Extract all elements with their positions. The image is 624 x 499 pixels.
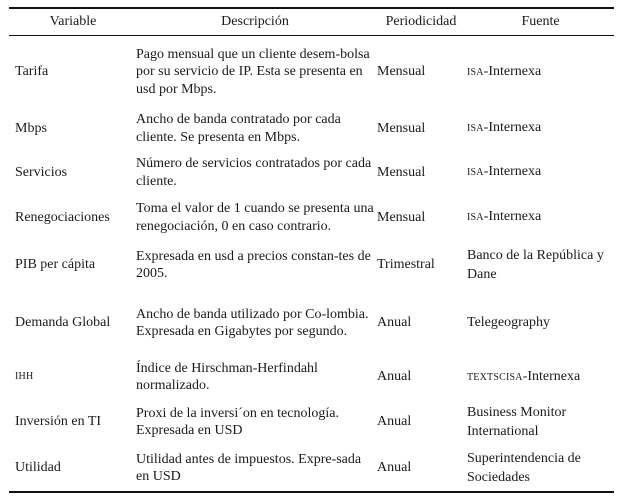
cell-fuente <box>467 107 614 150</box>
fuente-text <box>467 404 614 440</box>
cell-descripcion <box>136 107 374 150</box>
table-row <box>9 294 614 352</box>
descripcion-text: Expresada en usd a precios constan-tes de 2005. <box>136 248 371 281</box>
cell-periodicidad <box>377 150 467 195</box>
cell-periodicidad <box>377 355 467 399</box>
table-row <box>9 355 614 399</box>
header-periodicidad: Periodicidad <box>385 14 457 29</box>
fuente-text <box>467 247 614 283</box>
fuente-name: Telegeography <box>467 314 550 330</box>
fuente-prefix: TEXTSCISA <box>467 371 523 383</box>
cell-descripcion <box>136 240 374 290</box>
fuente-text <box>467 314 550 333</box>
fuente-name: Banco de la República y Dane <box>467 248 604 282</box>
header-descripcion: Descripción <box>221 14 289 29</box>
header-rule <box>9 35 614 36</box>
fuente-text <box>467 163 541 182</box>
cell-fuente <box>467 355 614 399</box>
descripcion-text: Ancho de banda utilizado por Co-lombia. Expresada en Gigabytes por segundo. <box>136 306 369 339</box>
cell-variable <box>15 294 131 352</box>
variable-text: Tarifa <box>15 64 49 80</box>
table-row <box>9 240 614 290</box>
table-row <box>9 445 614 491</box>
header-variable: Variable <box>49 14 97 29</box>
cell-periodicidad <box>377 445 467 491</box>
variable-text: Demanda Global <box>15 315 111 331</box>
fuente-text <box>467 208 541 227</box>
cell-variable <box>15 445 131 491</box>
periodicidad-text: Mensual <box>377 120 426 136</box>
cell-descripcion <box>136 355 374 399</box>
cell-fuente <box>467 150 614 195</box>
periodicidad-text: Mensual <box>377 64 426 80</box>
fuente-name: -Internexa <box>522 368 581 384</box>
cell-fuente <box>467 399 614 445</box>
fuente-prefix: ISA <box>467 212 484 224</box>
cell-descripcion <box>136 42 374 102</box>
fuente-name: Superintendencia de Sociedades <box>467 451 581 485</box>
descripcion-text: Proxi de la inversi´on en tecnología. Expresada en USD <box>136 405 339 438</box>
cell-periodicidad <box>377 107 467 150</box>
descripcion-text: Pago mensual que un cliente desem-bolsa por su servicio de IP. Esta se presenta en usd por Mbps. <box>136 46 370 97</box>
header-fuente: Fuente <box>521 14 560 29</box>
fuente-text <box>467 368 580 387</box>
table-row <box>9 107 614 150</box>
fuente-prefix: ISA <box>467 123 484 135</box>
variable-text: Utilidad <box>15 460 61 476</box>
cell-fuente <box>467 445 614 491</box>
cell-variable <box>15 399 131 445</box>
fuente-text <box>467 119 541 138</box>
cell-variable <box>15 150 131 195</box>
cell-descripcion <box>136 445 374 491</box>
cell-periodicidad <box>377 42 467 102</box>
descripcion-text: Utilidad antes de impuestos. Expre-sada en USD <box>136 451 362 484</box>
bottom-rule <box>9 491 614 493</box>
cell-variable <box>15 355 131 399</box>
cell-periodicidad <box>377 195 467 240</box>
fuente-name: -Internexa <box>483 209 542 225</box>
fuente-name: Business Monitor International <box>467 405 567 439</box>
cell-descripcion <box>136 399 374 445</box>
cell-descripcion <box>136 195 374 240</box>
table-row <box>9 195 614 240</box>
cell-fuente <box>467 42 614 102</box>
variable-text: Servicios <box>15 164 68 180</box>
cell-variable <box>15 42 131 102</box>
cell-descripcion <box>136 294 374 352</box>
cell-periodicidad <box>377 294 467 352</box>
cell-fuente <box>467 240 614 290</box>
cell-descripcion <box>136 150 374 195</box>
periodicidad-text: Trimestral <box>377 257 435 273</box>
cell-variable <box>15 195 131 240</box>
fuente-name: -Internexa <box>483 120 542 136</box>
cell-periodicidad <box>377 399 467 445</box>
fuente-name: -Internexa <box>483 63 542 79</box>
periodicidad-text: Anual <box>377 460 412 476</box>
periodicidad-text: Anual <box>377 369 412 385</box>
variable-text: Inversión en TI <box>15 414 102 430</box>
cell-fuente <box>467 195 614 240</box>
periodicidad-text: Anual <box>377 315 412 331</box>
cell-variable <box>15 240 131 290</box>
cell-fuente <box>467 294 614 352</box>
periodicidad-text: Anual <box>377 414 412 430</box>
descripcion-text: Toma el valor de 1 cuando se presenta una renegociación, 0 en caso contrario. <box>136 201 374 234</box>
fuente-prefix: ISA <box>467 66 484 78</box>
fuente-text <box>467 450 614 486</box>
table-row <box>9 42 614 102</box>
cell-periodicidad <box>377 240 467 290</box>
descripcion-text: Número de servicios contratados por cada cliente. <box>136 156 372 189</box>
variable-text: PIB per cápita <box>15 257 96 273</box>
cell-variable <box>15 107 131 150</box>
periodicidad-text: Mensual <box>377 164 426 180</box>
fuente-text <box>467 63 541 82</box>
descripcion-text: Ancho de banda contratado por cada cliente. Se presenta en Mbps. <box>136 112 341 145</box>
variable-text: IHH <box>15 371 34 383</box>
descripcion-text: Índice de Hirschman-Herfindahl normalizado. <box>136 360 318 393</box>
fuente-name: -Internexa <box>483 164 542 180</box>
variable-text: Mbps <box>15 120 47 136</box>
table-row <box>9 399 614 445</box>
fuente-prefix: ISA <box>467 167 484 179</box>
variable-text: Renegociaciones <box>15 209 110 225</box>
table-row <box>9 150 614 195</box>
periodicidad-text: Mensual <box>377 209 426 225</box>
